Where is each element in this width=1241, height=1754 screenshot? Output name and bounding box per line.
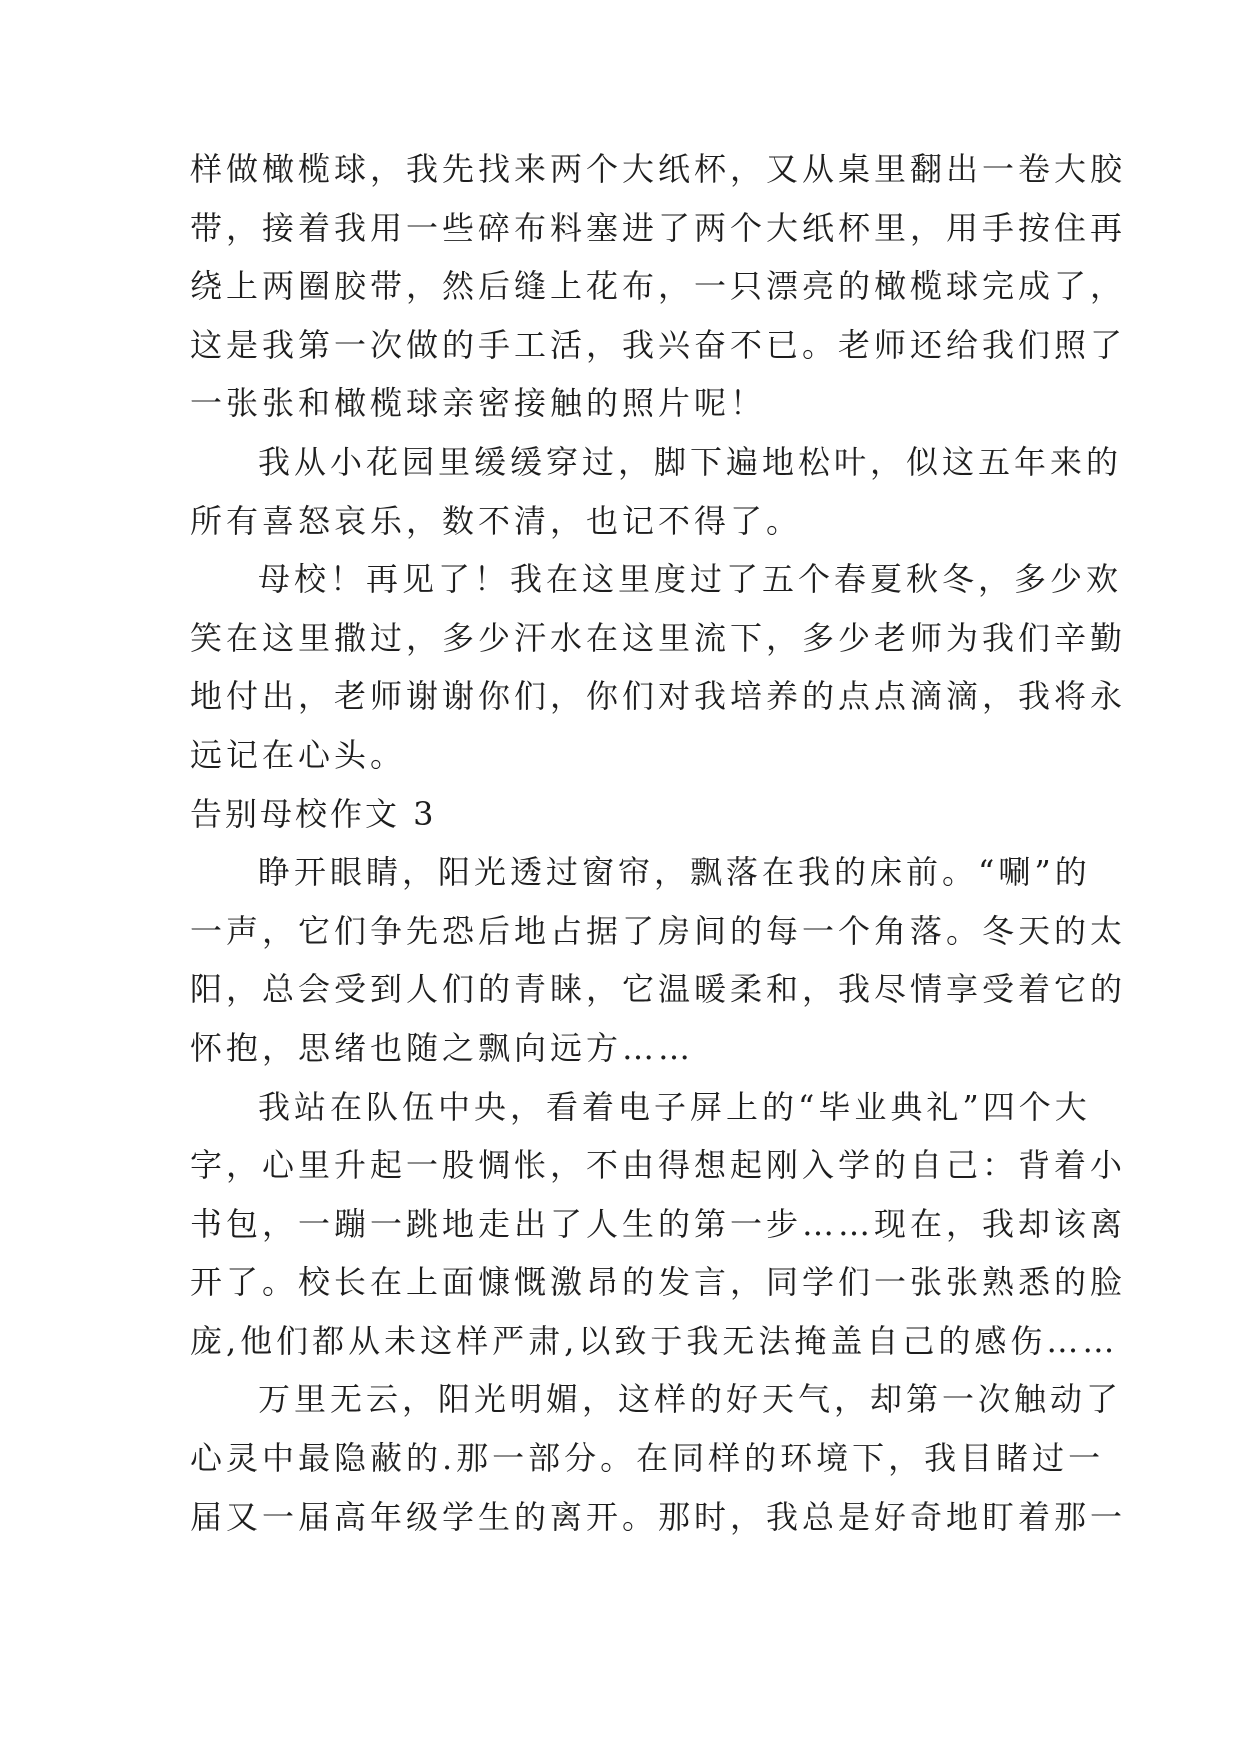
text-line: 笑在这里撒过，多少汗水在这里流下，多少老师为我们辛勤 <box>190 618 1127 657</box>
text-line: 一张张和橄榄球亲密接触的照片呢！ <box>190 384 767 423</box>
text-line: 绕上两圈胶带，然后缝上花布，一只漂亮的橄榄球完成了， <box>190 267 1127 306</box>
paragraph-1 <box>190 140 1127 433</box>
text-line: 庞,他们都从未这样严肃,以致于我无法掩盖自己的感伤…… <box>190 1321 1119 1360</box>
text-line: 阳，总会受到人们的青睐，它温暖柔和，我尽情享受着它的 <box>190 970 1127 1009</box>
text-line: 届又一届高年级学生的离开。那时，我总是好奇地盯着那一 <box>190 1497 1127 1536</box>
text-line: 睁开眼睛，阳光透过窗帘，飘落在我的床前。“唰”的 <box>258 853 1091 892</box>
text-line: 样做橄榄球，我先找来两个大纸杯，又从桌里翻出一卷大胶 <box>190 150 1127 188</box>
text-line: 所有喜怒哀乐，数不清，也记不得了。 <box>190 501 803 540</box>
section-heading: 告别母校作文 3 <box>190 794 437 833</box>
paragraph-2 <box>190 433 1123 550</box>
text-line: 开了。校长在上面慷慨激昂的发言，同学们一张张熟悉的脸 <box>190 1263 1127 1302</box>
text-line: 带，接着我用一些碎布料塞进了两个大纸杯里，用手按住再 <box>190 208 1127 247</box>
text-line: 万里无云，阳光明媚，这样的好天气，却第一次触动了 <box>258 1380 1123 1419</box>
text-line: 字，心里升起一股惆怅，不由得想起刚入学的自己：背着小 <box>190 1146 1127 1185</box>
paragraph-5 <box>190 1078 1127 1371</box>
text-line: 远记在心头。 <box>190 735 407 774</box>
paragraph-4 <box>190 843 1127 1077</box>
text-line: 心灵中最隐蔽的.那一部分。在同样的环境下，我目睹过一 <box>190 1439 1105 1478</box>
document-body <box>190 140 1127 1546</box>
text-line: 书包，一蹦一跳地走出了人生的第一步……现在，我却该离 <box>190 1204 1127 1243</box>
paragraph-3 <box>190 550 1127 784</box>
text-line: 我从小花园里缓缓穿过，脚下遍地松叶，似这五年来的 <box>258 442 1123 481</box>
text-line: 我站在队伍中央，看着电子屏上的“毕业典礼”四个大 <box>258 1087 1091 1126</box>
text-line: 一声，它们争先恐后地占据了房间的每一个角落。冬天的太 <box>190 911 1127 950</box>
text-line: 地付出，老师谢谢你们，你们对我培养的点点滴滴，我将永 <box>190 677 1127 716</box>
paragraph-6 <box>190 1370 1127 1546</box>
text-line: 怀抱，思绪也随之飘向远方…… <box>190 1028 695 1067</box>
text-line: 母校！再见了！我在这里度过了五个春夏秋冬，多少欢 <box>258 560 1123 599</box>
text-line: 这是我第一次做的手工活，我兴奋不已。老师还给我们照了 <box>190 325 1127 364</box>
